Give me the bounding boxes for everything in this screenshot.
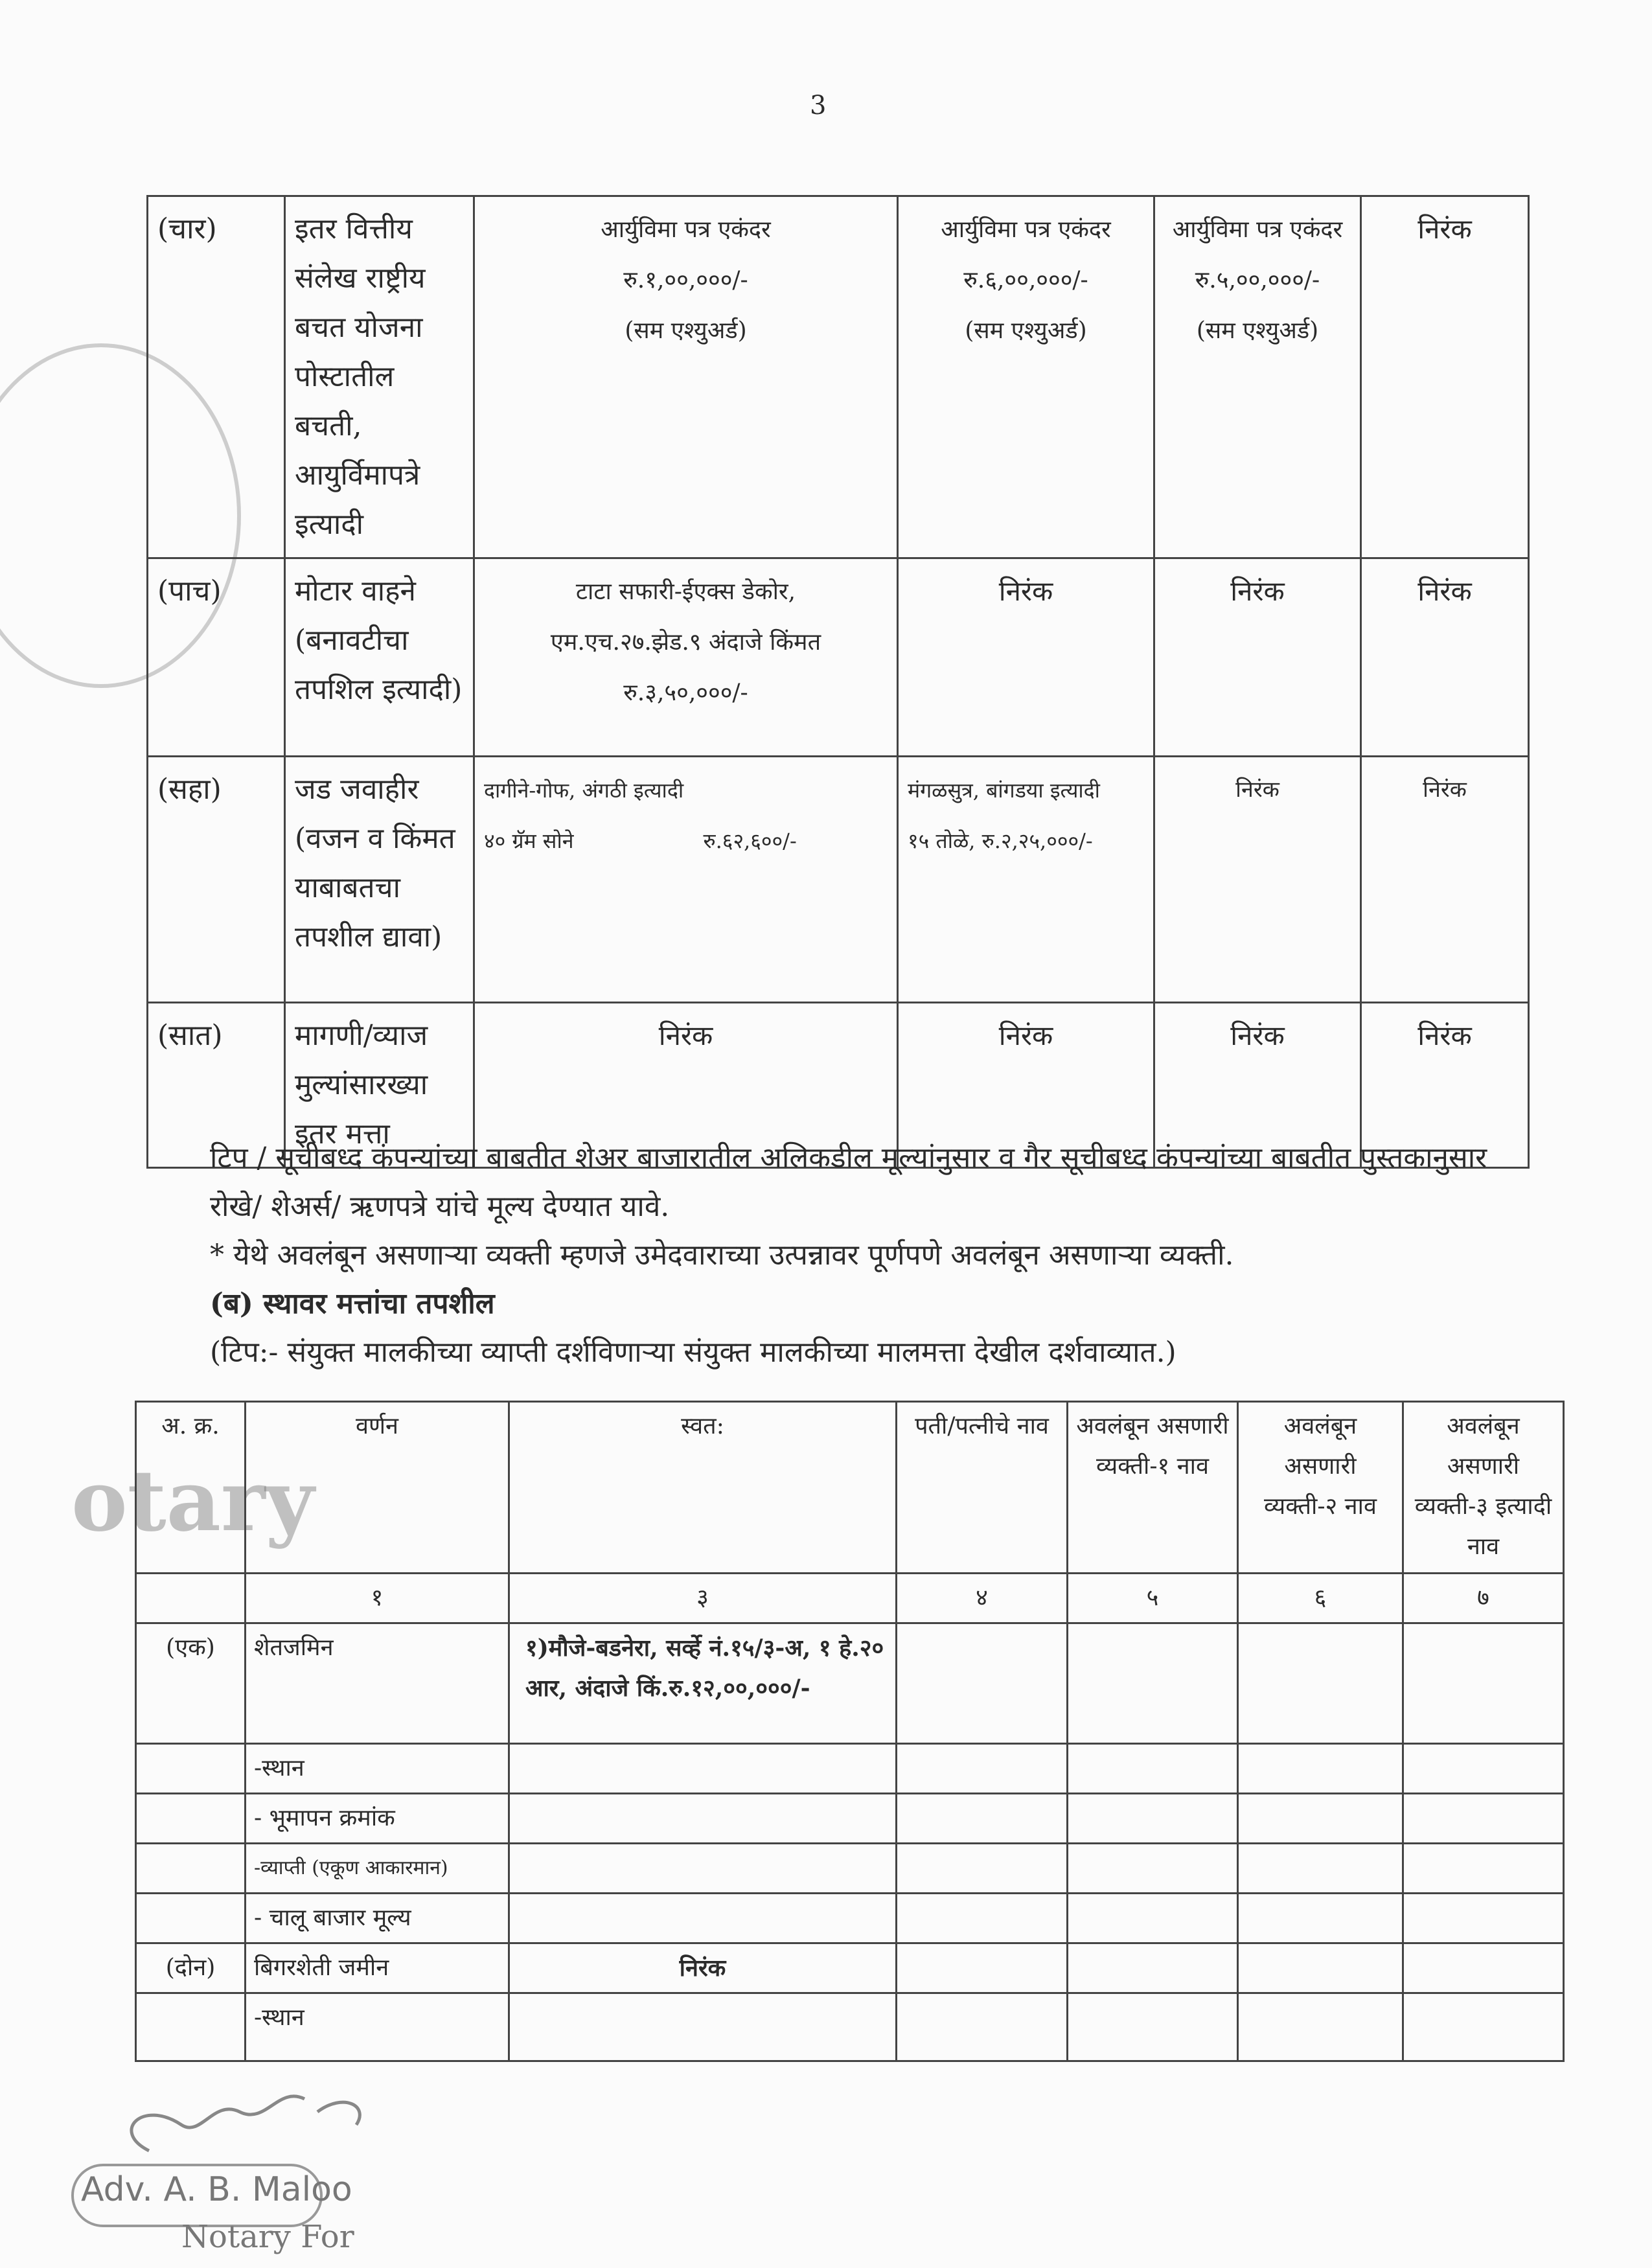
row-description: -व्याप्ती (एकूण आकारमान) (246, 1844, 509, 1894)
col-number: ३ (509, 1574, 897, 1623)
header-serial: अ. क्र. (136, 1402, 246, 1574)
signer-name: Adv. A. B. Maloo (81, 2170, 352, 2209)
self-value (509, 1844, 897, 1894)
row-number (136, 1844, 246, 1894)
dependent-2-value: निरंक (1361, 1003, 1529, 1168)
row-description: बिगरशेती जमीन (246, 1943, 509, 1993)
self-value: दागीने-गोफ, अंगठी इत्यादी ४० ग्रॅम सोने रु.६२,६००/- (474, 757, 898, 1003)
self-value (509, 1744, 897, 1794)
row-description: इतर वित्तीय संलेख राष्ट्रीय बचत योजना पोस्टातील बचती, आयुर्विमापत्रे इत्यादी (285, 196, 474, 558)
row-number (136, 1794, 246, 1844)
row-description: जड जवाहीर (वजन व किंमत याबाबतचा तपशील द्यावा) (285, 757, 474, 1003)
dependent-1-value: निरंक (1154, 1003, 1361, 1168)
dependent-2-value: निरंक (1361, 196, 1529, 558)
row-description: -स्थान (246, 1993, 509, 2061)
header-dependent-3: अवलंबून असणारी व्यक्ती-३ इत्यादी नाव (1403, 1402, 1564, 1574)
table-row (136, 1844, 1564, 1894)
dependent-1-value: निरंक (1154, 558, 1361, 757)
row-number: (चार) (148, 196, 285, 558)
notary-signature (71, 2073, 460, 2261)
row-number: (पाच) (148, 558, 285, 757)
dependent-2-value: निरंक (1361, 558, 1529, 757)
row-number: (एक) (136, 1623, 246, 1744)
note-dependents: * येथे अवलंबून असणाऱ्या व्यक्ती म्हणजे उमेदवाराच्या उत्पन्नावर पूर्णपणे अवलंबून असणाऱ्या व्यक्ती. (210, 1239, 1234, 1272)
row-number: (सहा) (148, 757, 285, 1003)
movable-assets-table (146, 195, 1530, 1169)
self-value: निरंक (509, 1943, 897, 1993)
immovable-assets-table (135, 1401, 1565, 2062)
dependent-1-value: निरंक (1154, 757, 1361, 1003)
row-number (136, 1993, 246, 2061)
header-description: वर्णन (246, 1402, 509, 1574)
self-value (509, 1993, 897, 2061)
table-row (136, 1943, 1564, 1993)
table-row (136, 1894, 1564, 1943)
row-description: मोटार वाहने (बनावटीचा तपशिल इत्यादी) (285, 558, 474, 757)
col-number: १ (246, 1574, 509, 1623)
table-row (148, 757, 1529, 1003)
self-value (509, 1794, 897, 1844)
dependent-2-value: निरंक (1361, 757, 1529, 1003)
row-number (136, 1744, 246, 1794)
column-number-row (136, 1574, 1564, 1623)
stamp-watermark: otary (71, 1451, 315, 1550)
row-description: मागणी/व्याज मुल्यांसारख्या इतर मत्ता (285, 1003, 474, 1168)
header-self: स्वत: (509, 1402, 897, 1574)
page-number: 3 (810, 91, 827, 120)
table-row (136, 1744, 1564, 1794)
self-value: निरंक (474, 1003, 898, 1168)
col-number: ५ (1068, 1574, 1238, 1623)
row-description: - भूमापन क्रमांक (246, 1794, 509, 1844)
row-number: (सात) (148, 1003, 285, 1168)
table-row (148, 196, 1529, 558)
self-value: १)मौजे-बडनेरा, सर्व्हे नं.१५/३-अ, १ हे.२० आर, अंदाजे किं.रु.१२,००,०००/- (509, 1623, 897, 1744)
self-value: आर्युविमा पत्र एकंदर रु.१,००,०००/- (सम एश्युअर्ड) (474, 196, 898, 558)
spouse-value: मंगळसुत्र, बांगडया इत्यादी १५ तोळे, रु.२,२५,०००/- (898, 757, 1154, 1003)
row-description: शेतजमिन (246, 1623, 509, 1744)
header-row (136, 1402, 1564, 1574)
table-row (148, 558, 1529, 757)
spouse-value: आर्युविमा पत्र एकंदर रु.६,००,०००/- (सम एश्युअर्ड) (898, 196, 1154, 558)
table-row (136, 1794, 1564, 1844)
signer-title: Notary For (181, 2219, 354, 2255)
col-number (136, 1574, 246, 1623)
signature-scribble-icon (71, 2073, 460, 2177)
row-number: (दोन) (136, 1943, 246, 1993)
spouse-value: निरंक (898, 1003, 1154, 1168)
col-number: ४ (897, 1574, 1068, 1623)
col-number: ६ (1238, 1574, 1403, 1623)
table-row (136, 1623, 1564, 1744)
section-heading: (ब) स्थावर मत्तांचा तपशील (210, 1287, 495, 1320)
notes (210, 1134, 1506, 1377)
table-row (136, 1993, 1564, 2061)
row-number (136, 1894, 246, 1943)
dependent-1-value: आर्युविमा पत्र एकंदर रु.५,००,०००/- (सम एश्युअर्ड) (1154, 196, 1361, 558)
self-value (509, 1894, 897, 1943)
row-description: - चालू बाजार मूल्य (246, 1894, 509, 1943)
note-tip: टिप / सूचीबध्द कंपन्यांच्या बाबतीत शेअर बाजारातील अलिकडील मूल्यांनुसार व गैर सूचीबध्द कंपन्यांच्या बाबतीत पुस्तकानुसार रोखे/ शेअर्स/ ऋणपत्रे यांचे मूल्य देण्यात यावे. (210, 1141, 1487, 1223)
header-dependent-2: अवलंबून असणारी व्यक्ती-२ नाव (1238, 1402, 1403, 1574)
section-subnote: (टिप:- संयुक्त मालकीच्या व्याप्ती दर्शविणाऱ्या संयुक्त मालकीच्या मालमत्ता देखील दर्शवाव्यात.) (210, 1336, 1176, 1369)
col-number: ७ (1403, 1574, 1564, 1623)
row-description: -स्थान (246, 1744, 509, 1794)
self-value: टाटा सफारी-ईएक्स डेकोर, एम.एच.२७.झेड.९ अंदाजे किंमत रु.३,५०,०००/- (474, 558, 898, 757)
header-spouse: पती/पत्नीचे नाव (897, 1402, 1068, 1574)
header-dependent-1: अवलंबून असणारी व्यक्ती-१ नाव (1068, 1402, 1238, 1574)
spouse-value: निरंक (898, 558, 1154, 757)
